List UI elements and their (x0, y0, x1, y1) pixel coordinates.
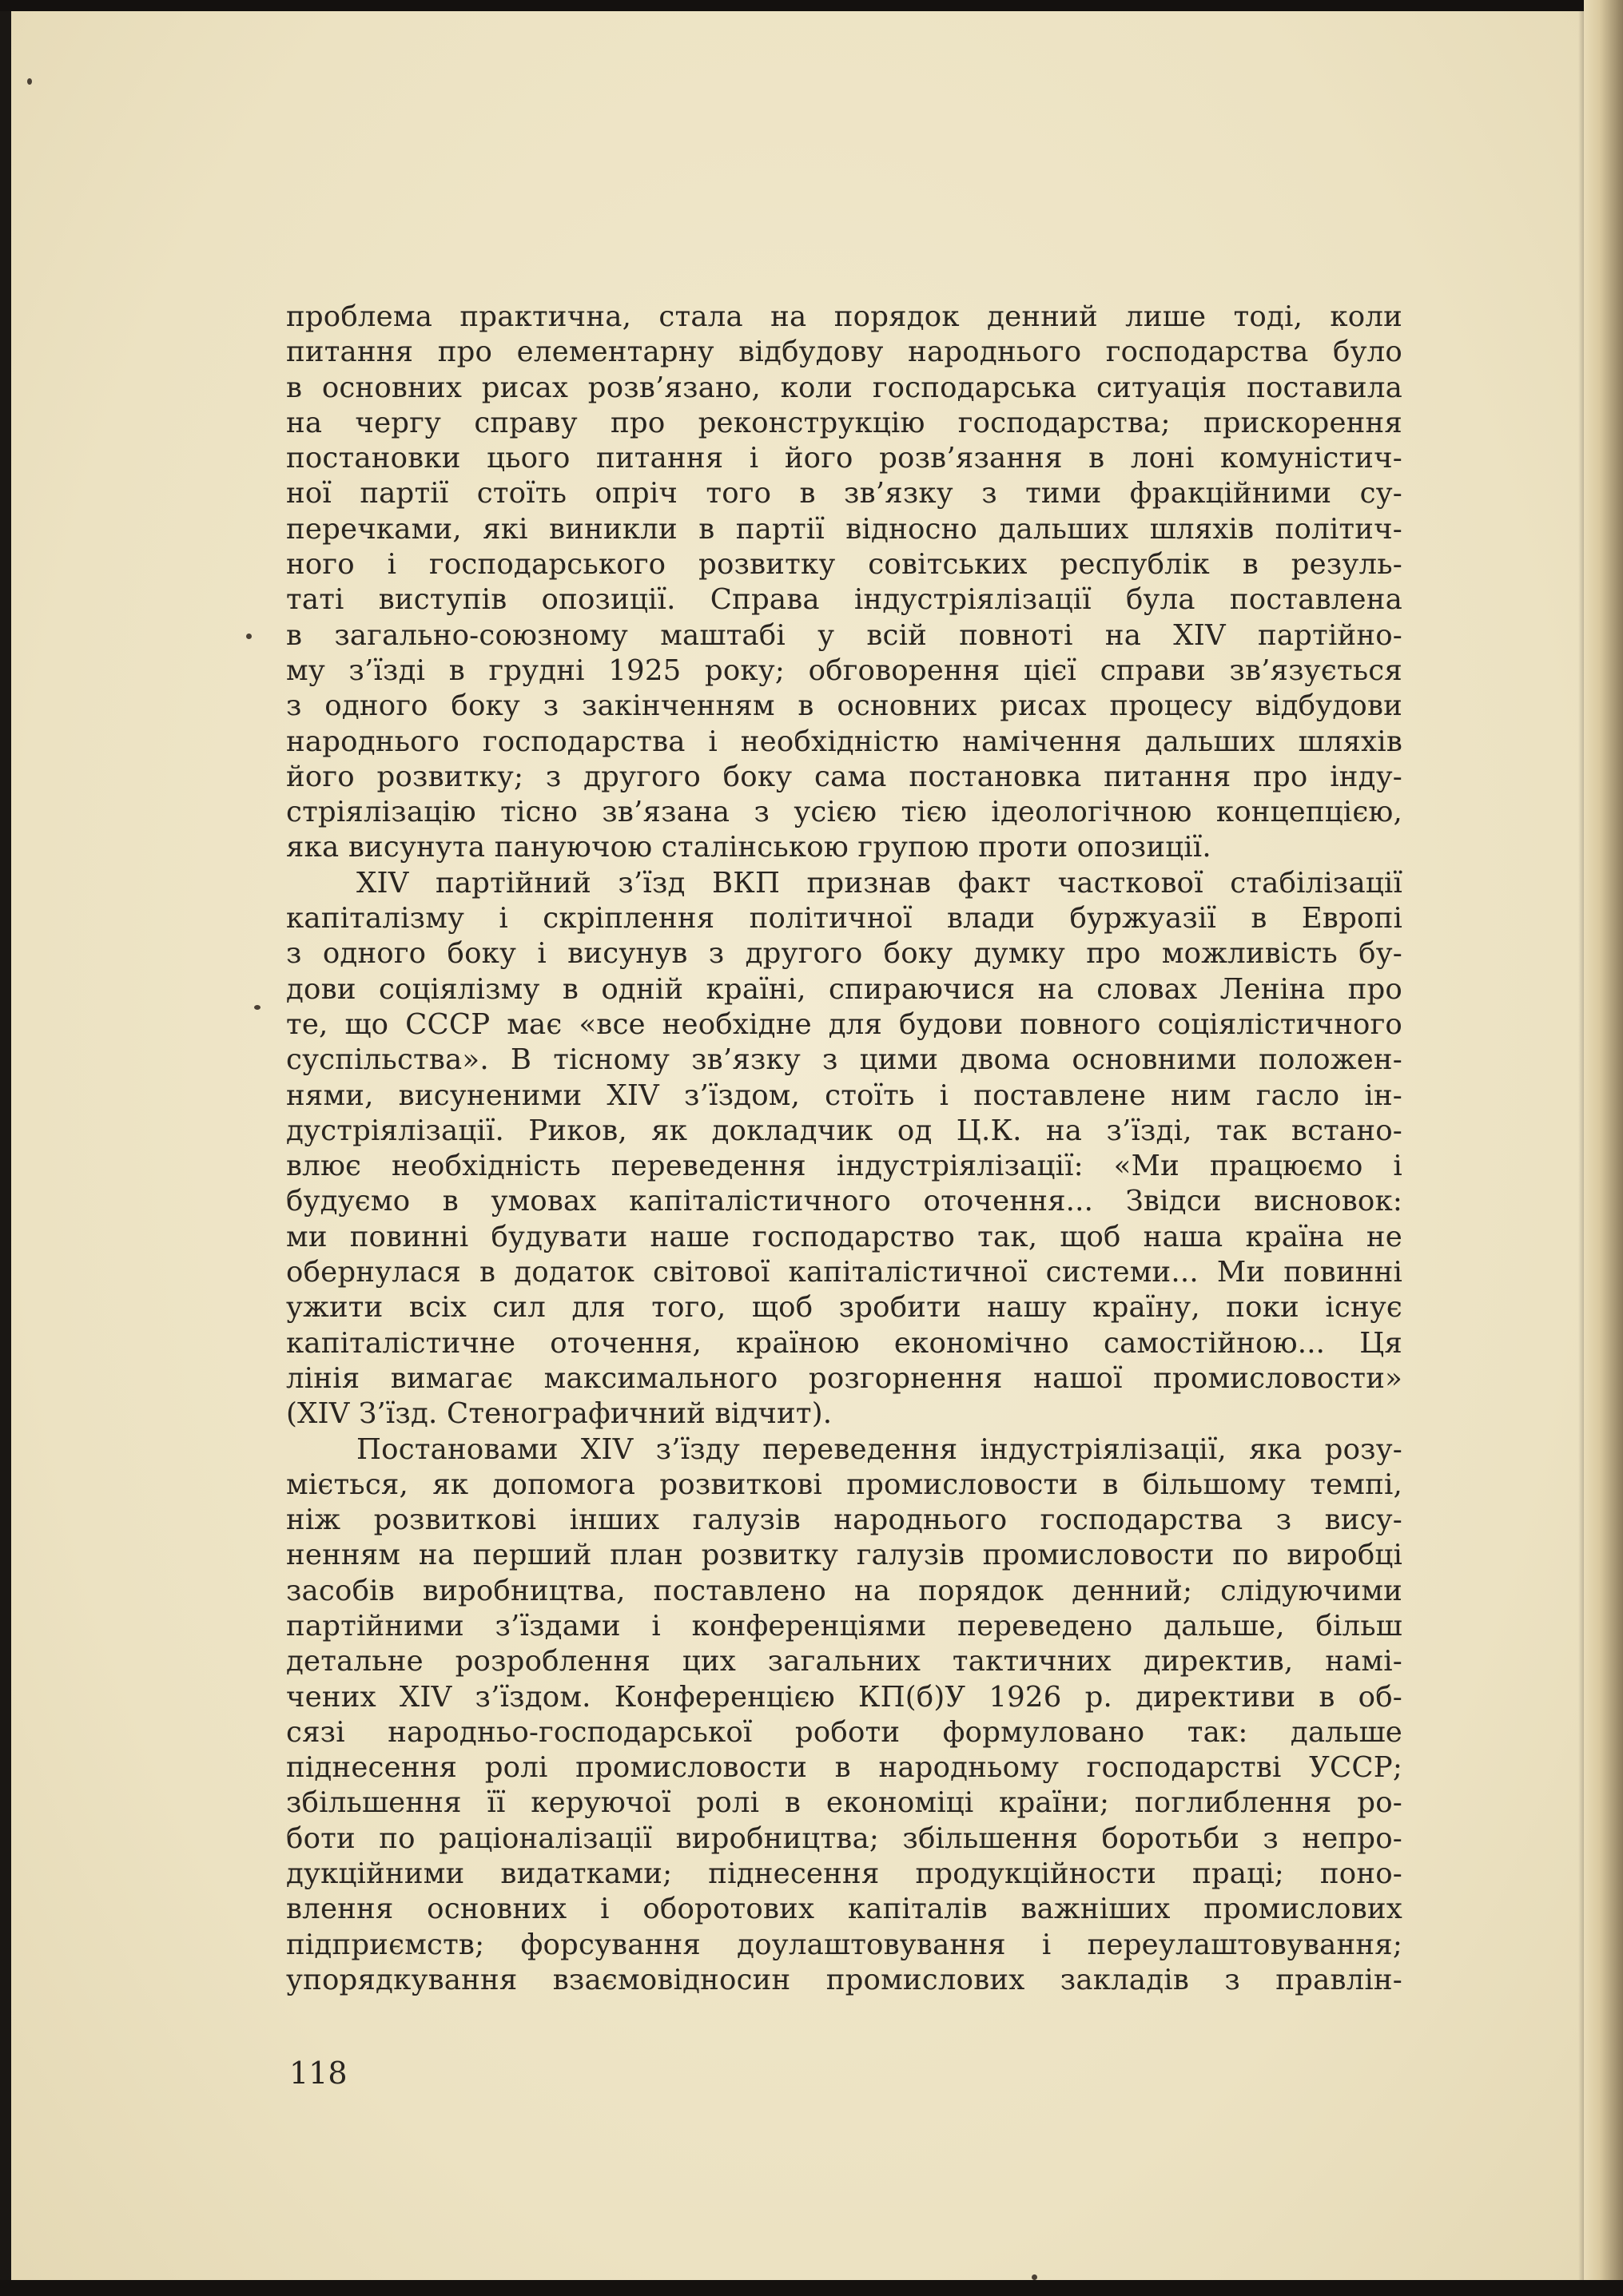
text-line: збільшення її керуючої ролі в економіці країни; поглиблення ро- (286, 1786, 1402, 1820)
text-line: з одного боку і висунув з другого боку думку про можливість бу- (286, 937, 1402, 971)
text-line: з одного боку з закінченням в основних рисах процесу відбудови (286, 689, 1402, 723)
text-line: лінія вимагає максимального розгорнення нашої промисловости» (286, 1361, 1402, 1395)
text-line: дови соціялізму в одній країні, спираючися на словах Леніна про (286, 972, 1402, 1006)
text-line: детальне розроблення цих загальних тактичних директив, намі- (286, 1645, 1402, 1678)
text-line: питання про елементарну відбудову народнього господарства було (286, 336, 1402, 369)
text-line: нями, висуненими XIV з’їздом, стоїть і поставлене ним гасло ін- (286, 1078, 1402, 1112)
text-line: ужити всіх сил для того, щоб зробити нашу країну, поки існує (286, 1291, 1402, 1325)
text-line: його розвитку; з другого боку сама постановка питання про інду- (286, 760, 1402, 793)
text-line: суспільства». В тісному зв’язку з цими двома основними положен- (286, 1043, 1402, 1077)
text-line: піднесення ролі промисловости в народньому господарстві УССР; (286, 1751, 1402, 1785)
ink-speck (27, 78, 32, 85)
text-line: засобів виробництва, поставлено на порядок денний; слідуючими (286, 1574, 1402, 1607)
text-line: ненням на перший план розвитку галузів промисловости по виробці (286, 1539, 1402, 1572)
text-line: на чергу справу про реконструкцію господарства; прискорення (286, 406, 1402, 439)
text-line: упорядкування взаємовідносин промислових закладів з правлін- (286, 1963, 1402, 1996)
text-line: в основних рисах розв’язано, коли господарська ситуація поставила (286, 371, 1402, 404)
text-line: народнього господарства і необхідністю намічення дальших шляхів (286, 725, 1402, 758)
text-line: му з’їзді в грудні 1925 року; обговорення цієї справи зв’язується (286, 653, 1402, 687)
text-line: обернулася в додаток світової капіталістичної системи... Ми повинні (286, 1256, 1402, 1289)
text-line: ної партії стоїть опріч того в зв’язку з тими фракційними су- (286, 477, 1402, 510)
text-line: будуємо в умовах капіталістичного оточення... Звідси висновок: (286, 1185, 1402, 1218)
scan-bottom-border (0, 2280, 1623, 2296)
scan-top-border (0, 0, 1623, 11)
text-line: XIV партійний з’їзд ВКП признав факт часткової стабілізації (356, 866, 1402, 900)
text-line: капіталістичне оточення, країною економічно самостійною... Ця (286, 1326, 1402, 1360)
ink-speck (254, 1005, 261, 1010)
text-line: дукційними видатками; піднесення продукційности праці; поно- (286, 1857, 1402, 1891)
text-line: ми повинні будувати наше господарство так, щоб наша країна не (286, 1220, 1402, 1253)
text-line: ного і господарського розвитку совітських республік в резуль- (286, 548, 1402, 582)
text-line: яка висунута пануючою сталінською групою проти опозиції. (286, 831, 1211, 864)
text-line: влює необхідність переведення індустріялізації: «Ми працюємо і (286, 1150, 1402, 1183)
text-line: проблема практична, стала на порядок денний лише тоді, коли (286, 300, 1402, 333)
text-line: стріялізацію тісно зв’язана з усією тією ідеологічною концепцією, (286, 796, 1402, 829)
text-line: влення основних і оборотових капіталів важніших промислових (286, 1893, 1402, 1926)
text-line: перечками, які виникли в партії відносно дальших шляхів політич- (286, 512, 1402, 546)
text-line: те, що СССР має «все необхідне для будови повного соціялістичного (286, 1007, 1402, 1041)
text-line: в загально-союзному маштабі у всій повноті на XIV партійно- (286, 618, 1402, 652)
text-line: боти по раціоналізації виробництва; збільшення боротьби з непро- (286, 1821, 1402, 1855)
text-line: підприємств; форсування доулаштовування і переулаштовування; (286, 1928, 1402, 1961)
text-line: партійними з’їздами і конференціями переведено дальше, більш (286, 1609, 1402, 1643)
text-line: (XIV З’їзд. Стенографичний відчит). (286, 1397, 833, 1431)
text-line: міється, як допомога розвиткові промисловости в більшому темпі, (286, 1468, 1402, 1501)
text-line: ніж розвиткові інших галузів народнього господарства з вису- (286, 1504, 1402, 1537)
page-number: 118 (289, 2056, 348, 2091)
text-line: капіталізму і скріплення політичної влади буржуазії в Европі (286, 902, 1402, 935)
text-line: Постановами XIV з’їзду переведення індустріялізації, яка розу- (356, 1432, 1402, 1466)
text-line: сязі народньо-господарської роботи формуловано так: дальше (286, 1715, 1402, 1749)
text-line: дустріялізації. Риков, як докладчик од Ц.К. на з’їзді, так встано- (286, 1114, 1402, 1147)
text-line: таті виступів опозиції. Справа індустріялізації була поставлена (286, 583, 1402, 617)
page-right-edge (1584, 0, 1623, 2296)
ink-speck (1032, 2274, 1037, 2280)
ink-speck (246, 634, 252, 639)
text-line: чених XIV з’їздом. Конференцією КП(б)У 1926 р. директиви в об- (286, 1680, 1402, 1714)
text-line: постановки цього питання і його розв’язання в лоні комуністич- (286, 442, 1402, 475)
body-text (286, 300, 1402, 1998)
